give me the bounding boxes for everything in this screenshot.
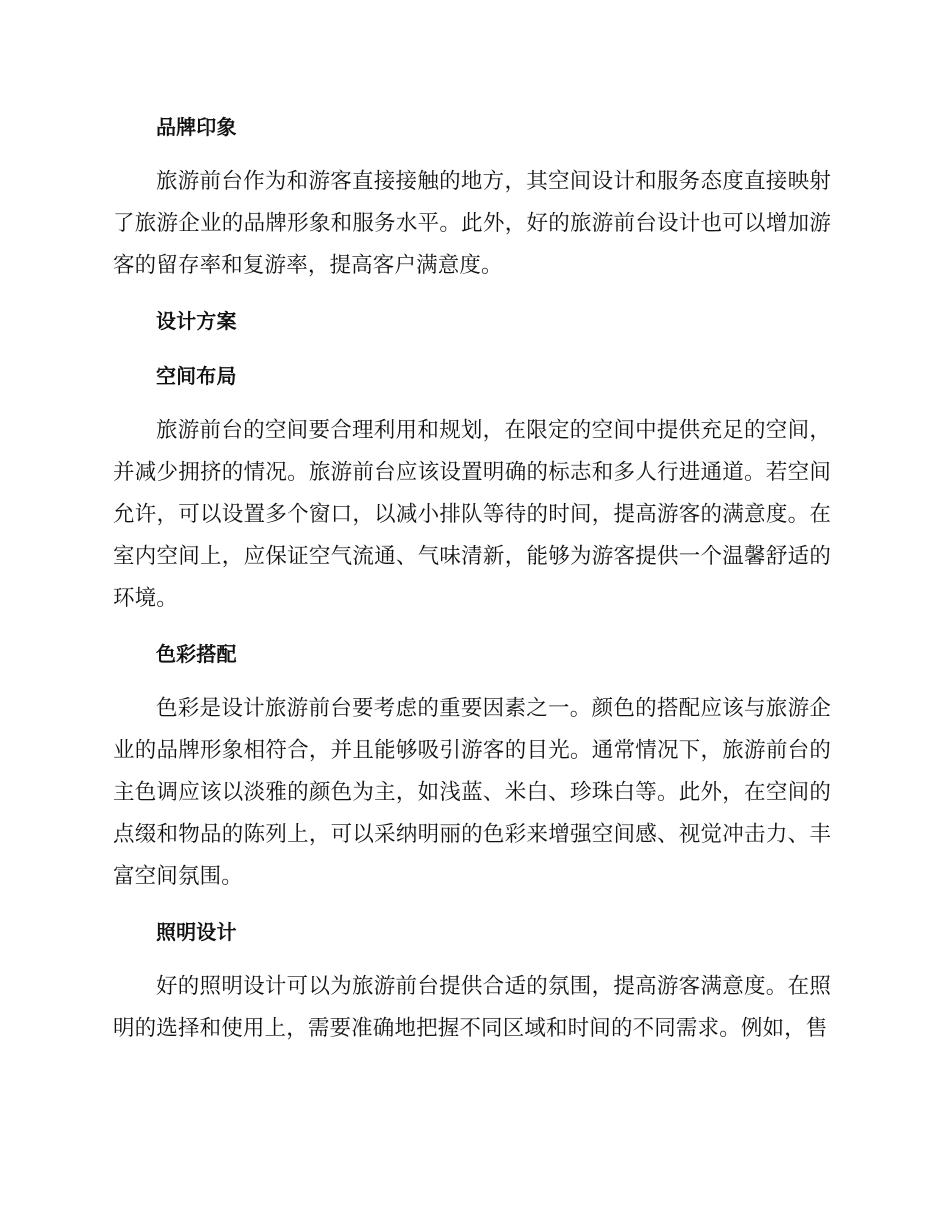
paragraph-color-matching: 色彩是设计旅游前台要考虑的重要因素之一。颜色的搭配应该与旅游企业的品牌形象相符合，并且能够吸引游客的目光。通常情况下，旅游前台的主色调应该以淡雅的颜色为主，如浅蓝、米白、珍珠白等。此外，在空间的点缀和物品的陈列上，可以采纳明丽的色彩来增强空间感、视觉冲击力、丰富空间氛围。	[113, 696, 831, 889]
heading-space-layout: 空间布局	[156, 364, 237, 388]
heading-color-matching: 色彩搭配	[156, 642, 237, 666]
paragraph-lighting-design: 好的照明设计可以为旅游前台提供合适的氛围，提高游客满意度。在照明的选择和使用上，需要准确地把握不同区域和时间的不同需求。例如，售	[113, 974, 831, 1041]
document-page	[113, 106, 831, 1063]
paragraph-space-layout: 旅游前台的空间要合理利用和规划，在限定的空间中提供充足的空间，并减少拥挤的情况。旅游前台应该设置明确的标志和多人行进通道。若空间允许，可以设置多个窗口，以减小排队等待的时间，提高游客的满意度。在室内空间上，应保证空气流通、气味清新，能够为游客提供一个温馨舒适的环境。	[113, 418, 831, 611]
heading-design-plan: 设计方案	[156, 309, 237, 333]
heading-lighting-design: 照明设计	[156, 920, 237, 944]
heading-brand-impression: 品牌印象	[156, 115, 237, 139]
paragraph-brand-impression: 旅游前台作为和游客直接接触的地方，其空间设计和服务态度直接映射了旅游企业的品牌形象和服务水平。此外，好的旅游前台设计也可以增加游客的留存率和复游率，提高客户满意度。	[113, 169, 831, 278]
